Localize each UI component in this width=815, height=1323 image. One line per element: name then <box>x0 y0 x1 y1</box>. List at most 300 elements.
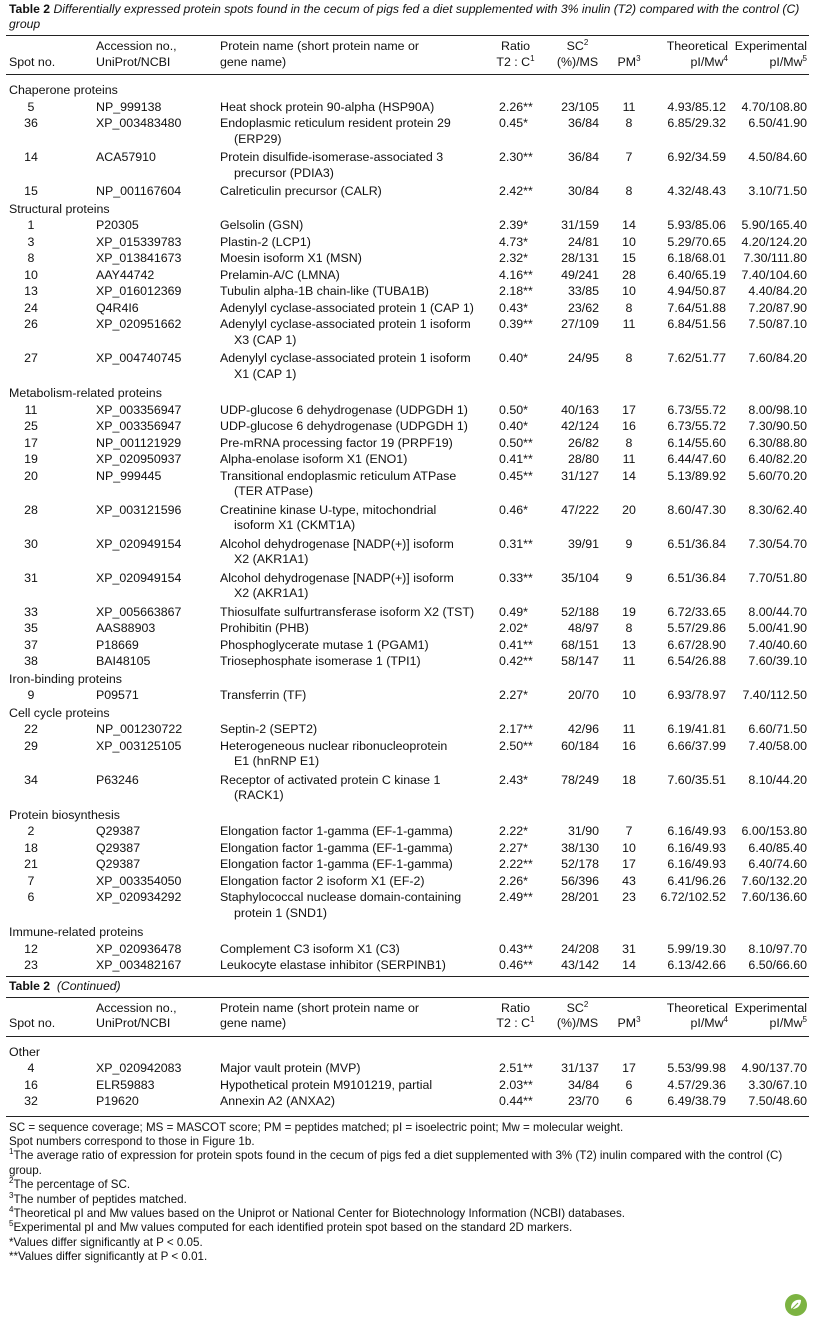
pm-cell: 17 <box>622 857 636 871</box>
header-footnote-mark: 5 <box>802 1014 807 1024</box>
experimental-cell: 8.30/62.40 <box>748 502 807 517</box>
spot-cell: 21 <box>24 857 38 871</box>
sc-cell: 23/105 <box>561 99 599 114</box>
table-row <box>6 536 809 570</box>
spot-cell: 27 <box>24 351 38 365</box>
theoretical-cell: 6.18/68.01 <box>667 251 726 265</box>
continued-col-experimental-line <box>728 1016 807 1032</box>
main-header-row <box>6 36 809 75</box>
protein-name-cell <box>220 1060 487 1077</box>
header-text: Ratio <box>501 1000 530 1015</box>
sc-cell: 38/130 <box>561 840 599 855</box>
main-col-theoretical-line <box>647 55 728 71</box>
pm-cell: 9 <box>625 536 633 551</box>
protein-name-cell <box>220 941 487 958</box>
ratio-cell: 0.31** <box>499 536 533 551</box>
spot-cell: 38 <box>24 654 38 668</box>
spot-cell: 16 <box>24 1077 38 1092</box>
spot-cell: 7 <box>27 873 35 888</box>
experimental-cell: 7.60/39.10 <box>748 654 807 668</box>
header-text: SC <box>566 1000 584 1015</box>
sc-cell: 35/104 <box>561 570 599 585</box>
table-row <box>6 772 809 806</box>
accession-cell: P20305 <box>96 218 139 232</box>
header-text: gene name) <box>220 54 287 69</box>
table-row <box>6 217 809 234</box>
ratio-cell: 0.39** <box>499 317 533 331</box>
main-col-sc-line <box>544 39 611 55</box>
protein-name-line2: X3 (CAP 1) <box>234 332 297 347</box>
protein-name-line1: Complement C3 isoform X1 (C3) <box>220 941 400 956</box>
continued-col-experimental <box>728 998 809 1037</box>
accession-cell: ACA57910 <box>96 150 156 164</box>
theoretical-cell: 6.13/42.66 <box>667 958 726 972</box>
protein-name-cell <box>220 350 487 384</box>
protein-name-cell <box>220 840 487 857</box>
pm-cell: 10 <box>622 688 636 702</box>
experimental-cell: 4.70/108.80 <box>741 99 807 114</box>
experimental-cell: 8.00/44.70 <box>748 604 807 619</box>
spot-cell: 1 <box>27 218 35 232</box>
table-row <box>6 721 809 738</box>
accession-cell: NP_001230722 <box>96 722 183 736</box>
footnote <box>9 1207 809 1221</box>
header-text: pI/Mw <box>769 1016 803 1030</box>
experimental-cell: 7.40/40.60 <box>748 637 807 652</box>
experimental-cell: 7.30/111.80 <box>743 251 807 265</box>
sc-cell: 26/82 <box>567 435 599 450</box>
pm-cell: 9 <box>625 570 633 585</box>
main-col-accession <box>96 36 220 75</box>
main-col-experimental-line <box>728 55 807 71</box>
footnote <box>9 1121 809 1135</box>
experimental-cell: 7.20/87.90 <box>748 300 807 315</box>
footnote <box>9 1135 809 1149</box>
caption-label: Table 2 <box>9 2 51 16</box>
spot-cell: 37 <box>24 637 38 652</box>
footnote <box>9 1236 809 1250</box>
accession-cell: Q4R4I6 <box>96 300 139 315</box>
protein-name-line1: Calreticulin precursor (CALR) <box>220 184 382 198</box>
ratio-cell: 2.18** <box>499 284 533 298</box>
protein-name-cell <box>220 536 487 570</box>
pm-cell: 8 <box>625 116 633 130</box>
continued-col-sc-line <box>544 1016 611 1032</box>
pm-cell: 18 <box>622 772 636 787</box>
protein-name-line2: (TER ATPase) <box>234 484 313 498</box>
accession-cell: XP_004740745 <box>96 351 182 365</box>
header-text: gene name) <box>220 1016 287 1030</box>
main-col-sc <box>544 36 611 75</box>
sc-cell: 39/91 <box>567 536 599 551</box>
footnote <box>9 1250 809 1264</box>
header-footnote-mark: 5 <box>802 53 807 63</box>
protein-name-cell <box>220 889 487 923</box>
ratio-cell: 2.49** <box>499 890 533 904</box>
accession-cell: P63246 <box>96 772 139 787</box>
protein-name-line1: Endoplasmic reticulum resident protein 29 <box>220 116 451 130</box>
ratio-cell: 2.27* <box>499 840 528 855</box>
protein-name-line1: Leukocyte elastase inhibitor (SERPINB1) <box>220 958 446 972</box>
protein-name-line1: Alcohol dehydrogenase [NADP(+)] isoform <box>220 536 454 551</box>
spot-cell: 23 <box>24 958 38 972</box>
protein-name-line1: Transitional endoplasmic reticulum ATPase <box>220 468 457 483</box>
protein-name-cell <box>220 250 487 267</box>
protein-name-line1: Heat shock protein 90-alpha (HSP90A) <box>220 99 435 114</box>
pm-cell: 31 <box>622 941 636 956</box>
protein-name-cell <box>220 873 487 890</box>
protein-name-line2: E1 (hnRNP E1) <box>234 754 320 768</box>
ratio-cell: 2.22** <box>499 857 533 871</box>
spot-cell: 36 <box>24 116 38 130</box>
continued-col-theoretical-line <box>647 1016 728 1032</box>
pm-cell: 11 <box>622 317 636 331</box>
accession-cell: AAY44742 <box>96 267 155 282</box>
accession-cell: P18669 <box>96 637 139 652</box>
continued-col-accession <box>96 998 220 1037</box>
sc-cell: 24/95 <box>567 351 599 365</box>
accession-cell: XP_020942083 <box>96 1061 182 1075</box>
spot-cell: 15 <box>24 184 38 198</box>
table-row <box>6 637 809 654</box>
header-text: Experimental <box>734 39 807 53</box>
accession-cell: XP_013841673 <box>96 251 182 265</box>
category-label: Iron-binding proteins <box>9 671 122 686</box>
theoretical-cell: 6.19/41.81 <box>667 722 726 736</box>
accession-cell: NP_001121929 <box>96 435 182 450</box>
pm-cell: 11 <box>622 99 636 114</box>
continued-col-protein-name-line <box>220 1001 487 1017</box>
pm-cell: 43 <box>622 873 636 888</box>
spot-cell: 5 <box>27 99 35 114</box>
main-col-ratio <box>487 36 544 75</box>
table-row <box>6 687 809 704</box>
sc-cell: 23/70 <box>567 1094 599 1108</box>
protein-name-cell <box>220 435 487 452</box>
accession-cell: Q29387 <box>96 840 141 855</box>
header-text: pI/Mw <box>690 54 724 69</box>
theoretical-cell: 6.93/78.97 <box>667 688 726 702</box>
protein-name-line1: Major vault protein (MVP) <box>220 1061 361 1075</box>
protein-name-cell <box>220 721 487 738</box>
sc-cell: 43/142 <box>561 958 599 972</box>
footnote-text: Spot numbers correspond to those in Figure 1b. <box>9 1134 255 1148</box>
accession-cell: P19620 <box>96 1094 139 1108</box>
protein-name-cell <box>220 856 487 873</box>
header-text: Accession no., <box>96 1000 177 1015</box>
protein-name-cell <box>220 570 487 604</box>
pm-cell: 10 <box>622 234 636 249</box>
ratio-cell: 4.16** <box>499 267 533 282</box>
theoretical-cell: 5.57/29.86 <box>667 621 726 635</box>
main-col-pm-line <box>611 39 647 55</box>
header-footnote-mark: 1 <box>530 53 535 63</box>
experimental-cell: 7.30/54.70 <box>748 536 807 551</box>
theoretical-cell: 6.66/37.99 <box>667 738 726 753</box>
pm-cell: 8 <box>625 621 633 635</box>
bottom-rule <box>6 1116 809 1117</box>
protein-name-cell <box>220 604 487 621</box>
continued-col-theoretical <box>647 998 728 1037</box>
protein-name-cell <box>220 687 487 704</box>
experimental-cell: 7.40/58.00 <box>748 738 807 753</box>
protein-name-cell <box>220 300 487 317</box>
sc-cell: 31/127 <box>561 468 599 483</box>
ratio-cell: 2.22* <box>499 824 528 838</box>
category-row <box>6 384 809 402</box>
header-text: Protein name (short protein name or <box>220 1000 420 1015</box>
pm-cell: 8 <box>625 300 633 315</box>
spot-cell: 26 <box>24 317 38 331</box>
protein-name-line1: Hypothetical protein M9101219, partial <box>220 1077 433 1092</box>
protein-name-line1: Triosephosphate isomerase 1 (TPI1) <box>220 654 421 668</box>
protein-name-line2: precursor (PDIA3) <box>234 165 334 180</box>
experimental-cell: 6.00/153.80 <box>741 824 807 838</box>
mid-rule <box>6 976 809 977</box>
header-text: PM <box>617 54 637 69</box>
protein-name-line1: Adenylyl cyclase-associated protein 1 (CAP 1) <box>220 300 474 315</box>
theoretical-cell: 6.85/29.32 <box>667 116 726 130</box>
spot-cell: 17 <box>24 435 38 450</box>
table-row <box>6 604 809 621</box>
ratio-cell: 2.26** <box>499 99 533 114</box>
table-row <box>6 957 809 974</box>
protein-name-cell <box>220 183 487 200</box>
continued-col-pm-line <box>611 1001 647 1017</box>
protein-name-cell <box>220 115 487 149</box>
theoretical-cell: 5.53/99.98 <box>667 1061 726 1075</box>
accession-cell: XP_020950937 <box>96 452 182 466</box>
table-row <box>6 570 809 604</box>
continued-col-theoretical-line <box>647 1001 728 1017</box>
header-footnote-mark: 3 <box>636 53 641 63</box>
ratio-cell: 0.40* <box>499 419 528 433</box>
ratio-cell: 0.40* <box>499 351 528 365</box>
experimental-cell: 4.40/84.20 <box>748 284 807 298</box>
table-row <box>6 873 809 890</box>
pm-cell: 11 <box>622 654 636 668</box>
theoretical-cell: 7.62/51.77 <box>667 351 726 365</box>
table-caption <box>9 2 809 32</box>
continued-col-sc-line <box>544 1001 611 1017</box>
footnote-text: SC = sequence coverage; MS = MASCOT score; PM = peptides matched; pI = isoelectric point; Mw = molecular weight. <box>9 1120 624 1134</box>
ratio-cell: 2.17** <box>499 722 533 736</box>
protein-name-line2: (RACK1) <box>234 788 284 802</box>
protein-name-line1: Pre-mRNA processing factor 19 (PRPF19) <box>220 435 453 450</box>
header-text: UniProt/NCBI <box>96 1016 171 1030</box>
accession-cell: XP_005663867 <box>96 604 182 619</box>
main-col-accession-line <box>96 55 220 71</box>
protein-name-cell <box>220 620 487 637</box>
table-row <box>6 234 809 251</box>
continued-col-pm-line <box>611 1016 647 1032</box>
main-col-protein-name-line <box>220 55 487 71</box>
experimental-cell: 7.30/90.50 <box>748 419 807 433</box>
protein-name-cell <box>220 653 487 670</box>
protein-name-line1: UDP-glucose 6 dehydrogenase (UDPGDH 1) <box>220 402 468 417</box>
pm-cell: 14 <box>622 958 636 972</box>
footnote-text: Experimental pI and Mw values computed for each identified protein spot based on the standard 2D markers. <box>13 1221 573 1235</box>
experimental-cell: 7.60/136.60 <box>741 890 807 904</box>
ratio-cell: 2.27* <box>499 688 528 702</box>
continued-col-accession-line <box>96 1001 220 1017</box>
spot-cell: 9 <box>27 688 35 702</box>
header-footnote-mark: 4 <box>723 53 728 63</box>
header-text: (%)/MS <box>556 1016 599 1030</box>
protein-name-line2: X2 (AKR1A1) <box>234 586 309 600</box>
pm-cell: 17 <box>622 1061 636 1075</box>
experimental-cell: 6.60/71.50 <box>748 722 807 736</box>
ratio-cell: 0.43** <box>499 941 533 956</box>
theoretical-cell: 5.29/70.65 <box>667 234 726 249</box>
pm-cell: 16 <box>622 738 636 753</box>
category-label: Metabolism-related proteins <box>9 386 162 400</box>
accession-cell: XP_003483480 <box>96 116 182 130</box>
spot-cell: 25 <box>24 419 38 433</box>
experimental-cell: 5.60/70.20 <box>748 468 807 483</box>
continued-caption <box>9 978 809 994</box>
footnote-text: The average ratio of expression for protein spots found in the cecum of pigs fed a diet supplemented with 3% (T2) inulin compared with the control (C) group. <box>9 1149 783 1177</box>
continued-col-experimental-line <box>728 1001 807 1017</box>
footnote-mark: 1 <box>9 1147 14 1157</box>
category-row <box>6 704 809 722</box>
table-row <box>6 653 809 670</box>
accession-cell: NP_999445 <box>96 468 162 483</box>
table-row <box>6 316 809 350</box>
accession-cell: XP_003356947 <box>96 419 182 433</box>
protein-name-line2: X1 (CAP 1) <box>234 366 297 381</box>
main-col-spot-line <box>9 39 96 55</box>
header-text: Spot no. <box>9 1016 56 1030</box>
experimental-cell: 6.30/88.80 <box>748 435 807 450</box>
sc-cell: 47/222 <box>561 502 599 517</box>
table-row <box>6 856 809 873</box>
experimental-cell: 7.60/84.20 <box>748 351 807 365</box>
accession-cell: XP_016012369 <box>96 284 182 298</box>
protein-name-cell <box>220 99 487 116</box>
continued-col-pm <box>611 998 647 1037</box>
experimental-cell: 5.00/41.90 <box>748 621 807 635</box>
sc-cell: 31/159 <box>561 218 599 232</box>
table-row <box>6 115 809 149</box>
table-row <box>6 283 809 300</box>
pm-cell: 20 <box>622 502 636 517</box>
ratio-cell: 2.39* <box>499 218 528 232</box>
protein-name-cell <box>220 402 487 419</box>
experimental-cell: 8.10/97.70 <box>748 941 807 956</box>
accession-cell: XP_003356947 <box>96 402 182 417</box>
category-label: Structural proteins <box>9 201 110 216</box>
sc-cell: 58/147 <box>561 654 599 668</box>
theoretical-cell: 6.14/55.60 <box>667 435 726 450</box>
header-footnote-mark: 3 <box>636 1014 641 1024</box>
spot-cell: 8 <box>27 251 35 265</box>
theoretical-cell: 6.73/55.72 <box>667 402 726 417</box>
ratio-cell: 0.46* <box>499 502 528 517</box>
table-row <box>6 941 809 958</box>
footnote-mark: 3 <box>9 1190 14 1200</box>
pm-cell: 7 <box>625 150 633 164</box>
continued-col-ratio <box>487 998 544 1037</box>
header-text: PM <box>617 1016 637 1030</box>
table-row <box>6 451 809 468</box>
table-row <box>6 250 809 267</box>
pm-cell: 11 <box>622 722 636 736</box>
table-row <box>6 1077 809 1094</box>
protein-name-line1: Moesin isoform X1 (MSN) <box>220 251 362 265</box>
header-text: (%)/MS <box>556 54 599 69</box>
theoretical-cell: 6.72/33.65 <box>667 604 726 619</box>
spot-cell: 11 <box>24 402 38 417</box>
ratio-cell: 0.41** <box>499 452 533 466</box>
spot-cell: 29 <box>24 738 38 753</box>
table-row <box>6 418 809 435</box>
main-col-pm-line <box>611 55 647 71</box>
sc-cell: 27/109 <box>561 317 599 331</box>
main-col-theoretical-line <box>647 39 728 55</box>
main-col-protein-name-line <box>220 39 487 55</box>
table-row <box>6 435 809 452</box>
protein-name-line1: Adenylyl cyclase-associated protein 1 isoform <box>220 317 471 331</box>
sc-cell: 28/201 <box>561 890 599 904</box>
protein-name-line1: UDP-glucose 6 dehydrogenase (UDPGDH 1) <box>220 419 468 433</box>
theoretical-cell: 6.41/96.26 <box>667 873 726 888</box>
protein-name-line1: Elongation factor 2 isoform X1 (EF-2) <box>220 873 425 888</box>
accession-cell: XP_020949154 <box>96 570 182 585</box>
accession-cell: XP_003125105 <box>96 738 182 753</box>
protein-name-cell <box>220 502 487 536</box>
experimental-cell: 6.40/74.60 <box>748 857 807 871</box>
accession-cell: NP_999138 <box>96 99 162 114</box>
table-row <box>6 99 809 116</box>
table-row <box>6 738 809 772</box>
protein-name-line1: Creatinine kinase U-type, mitochondrial <box>220 502 437 517</box>
theoretical-cell: 6.16/49.93 <box>667 857 726 871</box>
protein-name-line2: (ERP29) <box>234 131 282 146</box>
protein-name-line1: Transferrin (TF) <box>220 688 307 702</box>
pm-cell: 7 <box>625 824 633 838</box>
protein-name-cell <box>220 637 487 654</box>
pm-cell: 17 <box>622 402 636 417</box>
theoretical-cell: 4.93/85.12 <box>667 99 726 114</box>
category-label: Chaperone proteins <box>9 83 118 97</box>
theoretical-cell: 6.73/55.72 <box>667 419 726 433</box>
spot-cell: 34 <box>24 772 38 787</box>
main-col-spot-line <box>9 55 96 71</box>
ratio-cell: 0.46** <box>499 958 533 972</box>
experimental-cell: 6.50/66.60 <box>748 958 807 972</box>
header-text: T2 : C <box>496 54 531 69</box>
footnote-text: Theoretical pI and Mw values based on the Uniprot or National Center for Biotechnology Information (NCBI) databases. <box>13 1206 626 1220</box>
protein-name-line1: Receptor of activated protein C kinase 1 <box>220 772 441 787</box>
ratio-cell: 2.43* <box>499 772 528 787</box>
header-text: pI/Mw <box>769 54 803 69</box>
category-label: Other <box>9 1044 40 1059</box>
header-text: T2 : C <box>496 1016 531 1030</box>
ratio-cell: 4.73* <box>499 234 528 249</box>
continued-col-spot <box>6 998 96 1037</box>
theoretical-cell: 6.16/49.93 <box>667 840 726 855</box>
protein-name-line1: Protein disulfide-isomerase-associated 3 <box>220 150 444 164</box>
header-text: pI/Mw <box>690 1016 724 1030</box>
protein-name-cell <box>220 1093 487 1110</box>
table-row <box>6 1060 809 1077</box>
pm-cell: 11 <box>622 452 636 466</box>
theoretical-cell: 6.51/36.84 <box>667 536 726 551</box>
footnote <box>9 1190 809 1207</box>
sc-cell: 78/249 <box>561 772 599 787</box>
protein-name-line1: Alpha-enolase isoform X1 (ENO1) <box>220 452 408 466</box>
